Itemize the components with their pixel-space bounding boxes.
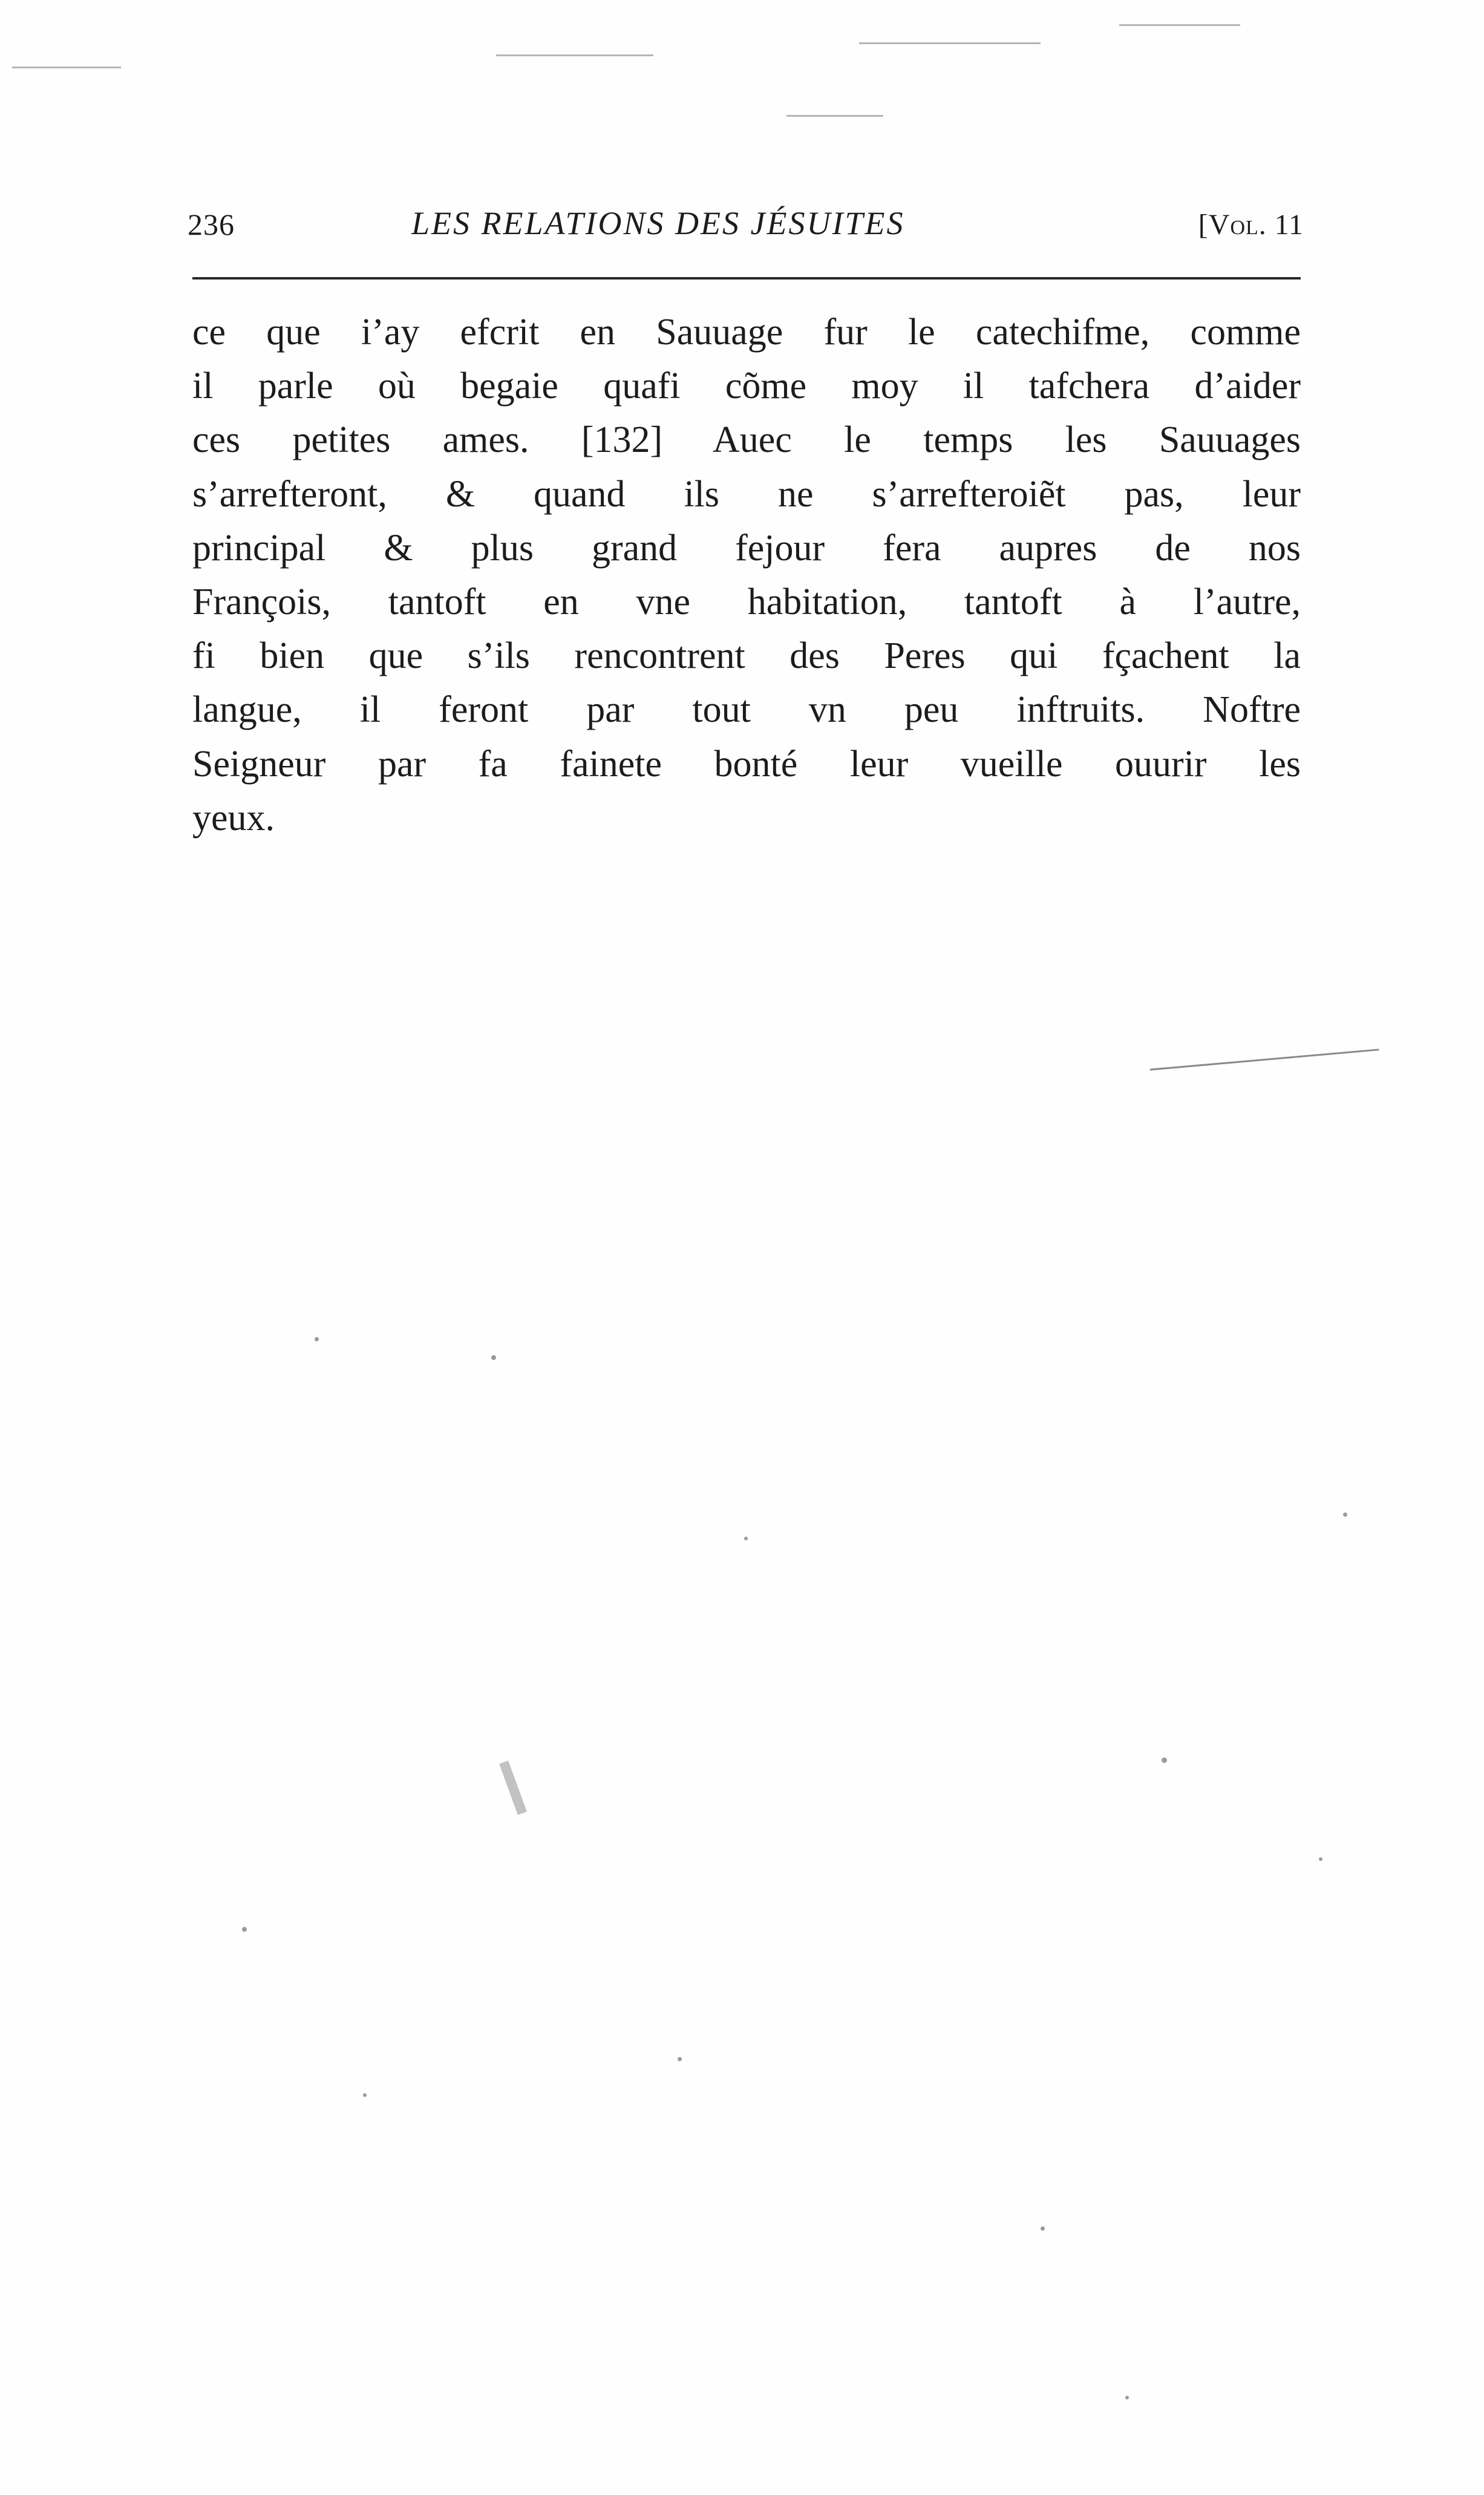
text-line: François, tantoft en vne habitation, tantoft à l’autre, [192,581,1301,623]
scan-mark [859,42,1041,44]
volume-label: [Vol. 11 [1198,209,1304,241]
body-paragraph [192,306,1301,845]
scan-speck [1162,1758,1167,1763]
text-line: il parle où begaie quafi cõme moy il tafchera d’aider [192,365,1301,407]
scan-speck [1041,2226,1045,2231]
scan-speck [242,1927,247,1932]
scan-speck [1125,2396,1129,2399]
scan-speck [315,1337,319,1341]
text-line: ces petites ames. [132] Auec le temps les Sauuages [192,419,1301,461]
scan-speck [1343,1512,1347,1517]
scan-mark [1150,1048,1379,1070]
header-rule [192,277,1301,280]
text-line: Seigneur par fa fainete bonté leur vueille ouurir les [192,743,1301,785]
text-line: fi bien que s’ils rencontrent des Peres qui fçachent la [192,635,1301,677]
text-line-last: yeux. [192,797,275,839]
scan-mark [496,54,653,56]
text-line: ce que i’ay efcrit en Sauuage fur le catechifme, comme [192,312,1301,353]
scan-mark [499,1761,527,1815]
text-line: s’arrefteront, & quand ils ne s’arrefteroiẽt pas, leur [192,473,1301,515]
text-line: langue, il feront par tout vn peu inftruits. Noftre [192,689,1301,731]
running-header [188,204,1304,253]
scan-speck [744,1537,748,1540]
scan-mark [1119,24,1240,26]
scan-speck [363,2093,367,2097]
scan-speck [491,1355,496,1360]
scan-speck [678,2057,682,2061]
running-head-title: LES RELATIONS DES JÉSUITES [411,205,905,241]
scan-mark [12,67,121,68]
text-line: principal & plus grand fejour fera aupres de nos [192,527,1301,569]
scan-speck [1319,1857,1322,1861]
scan-mark [786,115,883,117]
page-number: 236 [188,208,235,241]
